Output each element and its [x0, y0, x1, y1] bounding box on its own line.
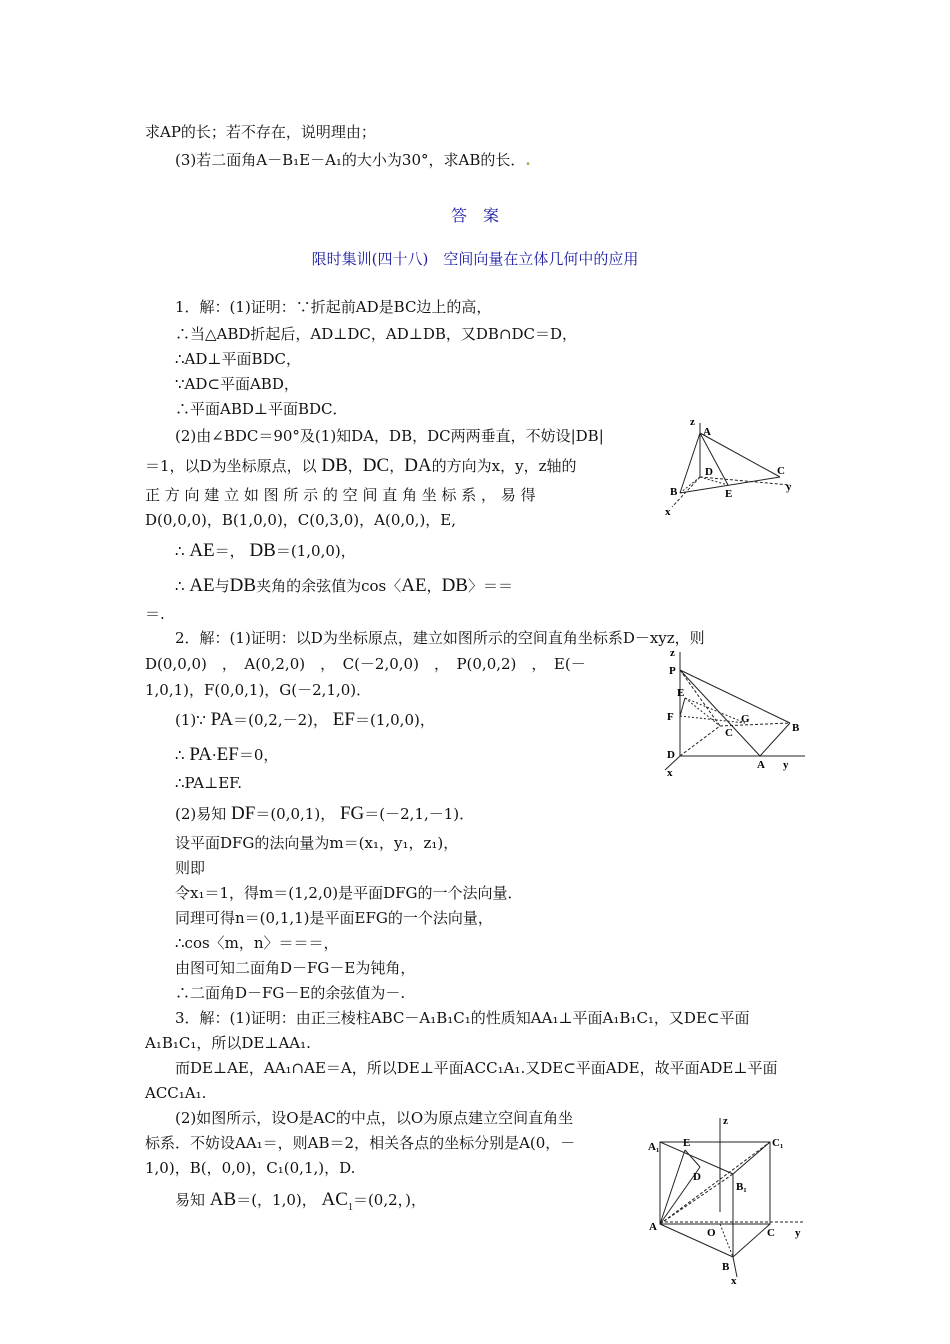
- p2-line-3: 1,0,1)，F(0,0,1)，G(－2,1,0)．: [145, 681, 372, 699]
- vec-AB: AB: [209, 1189, 237, 1210]
- section-title: 限时集训(四十八) 空间向量在立体几何中的应用: [311, 250, 639, 268]
- fig1-label-A: A: [703, 426, 711, 438]
- cos-mid: 与: [214, 577, 230, 595]
- cos-tail: 夹角的余弦值为cos〈: [256, 577, 402, 595]
- fig1-label-E: E: [725, 488, 733, 500]
- figure-1: [660, 415, 800, 520]
- fig2-edge-AB: [760, 723, 790, 756]
- fig2-label-B: B: [792, 722, 800, 734]
- therefore-3: ∴: [175, 746, 185, 764]
- fig2-label-C: C: [725, 727, 733, 739]
- fig1-label-C: C: [777, 465, 785, 477]
- p1-line-8: 正 方 向 建 立 如 图 所 示 的 空 间 直 角 坐 标 系 ， 易 得: [145, 486, 536, 504]
- p1-line-5: ∴平面ABD⊥平面BDC．: [175, 400, 348, 418]
- fig2-label-x: x: [667, 767, 673, 778]
- vec-EF-2: EF: [216, 744, 239, 765]
- since-1: (1)∵: [175, 711, 206, 729]
- therefore-2: ∴: [175, 577, 185, 595]
- fig3-label-D: D: [693, 1171, 701, 1183]
- fig1-label-D: D: [705, 466, 713, 478]
- fig2-edge-DC: [680, 726, 720, 756]
- vec-AC1-sub: 1: [347, 1201, 353, 1213]
- dot-eq: ＝0，: [238, 746, 279, 764]
- fig3-label-B1: B₁: [736, 1181, 747, 1193]
- p1-line-2: ∴当△ABD折起后，AD⊥DC，AD⊥DB，又DB∩DC＝D，: [175, 325, 578, 343]
- fig1-label-y: y: [786, 481, 792, 493]
- vec-AE: AE: [189, 540, 215, 561]
- fig3-label-C1: C₁: [772, 1137, 784, 1149]
- easy-know: (2)易知: [175, 805, 227, 823]
- sep-comma-2: ，: [389, 457, 405, 475]
- intro-line-2: [175, 150, 531, 170]
- fig2-label-z: z: [670, 648, 675, 659]
- ef-eq: ＝(1,0,0)，: [354, 711, 435, 729]
- fig1-label-z: z: [690, 416, 695, 428]
- fig3-label-A: A: [649, 1221, 657, 1233]
- db-eq: ＝(1,0,0)，: [275, 542, 356, 560]
- p2-line-6: ∴PA⊥EF.: [175, 774, 242, 792]
- p1-line-12: ＝.: [145, 605, 165, 623]
- vec-DA: DA: [404, 455, 432, 476]
- green-dot-mark: .: [525, 151, 531, 169]
- vec-DB-4: DB: [441, 575, 468, 596]
- p1-line-7-text: ＝1，以D为坐标原点，以: [145, 457, 317, 475]
- axes-tail: 的方向为x，y，z轴的: [431, 457, 577, 475]
- fig3-label-A1: A₁: [648, 1141, 660, 1153]
- fig3-label-z: z: [723, 1115, 728, 1127]
- answers-heading: 答 案: [450, 206, 499, 225]
- p1-line-11: [175, 576, 513, 596]
- p3-line-7: 1,0)，B(，0,0)，C₁(0,1,)，D.: [145, 1159, 356, 1177]
- vec-PA-2: PA: [189, 744, 212, 765]
- p2-line-7: [175, 804, 474, 824]
- fig1-label-x: x: [665, 506, 671, 518]
- ac-eq: ＝(0,2，)，: [352, 1191, 427, 1209]
- fig2-label-G: G: [741, 713, 750, 725]
- p2-line-10: 令x₁＝1，得m＝(1,2,0)是平面DFG的一个法向量．: [175, 884, 523, 902]
- p2-line-1: 2．解：(1)证明：以D为坐标原点，建立如图所示的空间直角坐标系D－xyz，则: [175, 629, 705, 647]
- p3-line-6: 标系．不妨设AA₁＝，则AB＝2，相关各点的坐标分别是A(0，－: [145, 1134, 576, 1152]
- vec-AE-2: AE: [189, 575, 215, 596]
- ab-eq: ＝(，1,0)，: [236, 1191, 317, 1209]
- df-eq: ＝(0,0,1)，: [255, 805, 336, 823]
- fig3-edge-A1B1: [660, 1142, 733, 1174]
- vec-DB: DB: [321, 455, 348, 476]
- vec-DB-3: DB: [229, 575, 257, 596]
- sep-comma-1: ，: [347, 457, 363, 475]
- fig3-label-O: O: [707, 1227, 716, 1239]
- p1-line-7: [145, 456, 577, 476]
- cos-end: 〉＝＝: [467, 577, 513, 595]
- fig3-edge-AE: [660, 1150, 685, 1224]
- intro-line-1: 求AP的长；若不存在，说明理由；: [145, 123, 376, 141]
- p3-line-4: ACC₁A₁.: [145, 1084, 207, 1102]
- vec-DB-2: DB: [249, 540, 276, 561]
- fg-eq: ＝(－2,1,－1)．: [364, 805, 475, 823]
- p2-line-9: 则即: [175, 859, 206, 877]
- fig2-label-D: D: [667, 749, 675, 761]
- p1-line-9: D(0,0,0)，B(1,0,0)，C(0,3,0)，A(0,0,)，E,: [145, 511, 457, 529]
- p1-line-4: ∵AD⊂平面ABD，: [175, 375, 299, 393]
- vec-AC1-text: AC: [321, 1189, 348, 1210]
- fig3-label-y: y: [795, 1227, 801, 1239]
- vec-EF: EF: [332, 709, 355, 730]
- figure-2: [655, 648, 815, 778]
- fig3-edge-CB: [733, 1224, 770, 1257]
- dot: ·: [211, 746, 217, 764]
- figure-3: [645, 1112, 815, 1287]
- p2-line-8: 设平面DFG的法向量为m＝(x₁，y₁，z₁)，: [175, 834, 459, 852]
- fig2-edge-PB: [680, 670, 790, 723]
- vec-AE-3: AE: [401, 575, 427, 596]
- p2-line-11: 同理可得n＝(0,1,1)是平面EFG的一个法向量，: [175, 909, 493, 927]
- therefore-1: ∴: [175, 542, 185, 560]
- fig3-label-E: E: [683, 1137, 691, 1149]
- fig1-y-axis: [700, 477, 790, 485]
- fig3-edge-AC1: [660, 1142, 770, 1224]
- cos-sep: ，: [426, 577, 442, 595]
- fig2-label-P: P: [669, 665, 676, 677]
- fig2-label-y: y: [783, 759, 789, 771]
- p2-line-2: D(0,0,0) ， A(0,2,0) ， C(－2,0,0) ， P(0,0,2) ， E(－: [145, 655, 586, 673]
- vec-AC1: [321, 1189, 353, 1213]
- fig2-edge-FG: [680, 716, 745, 723]
- fig2-label-A: A: [757, 759, 765, 771]
- fig1-edge-AB: [680, 433, 700, 493]
- p3-line-2: A₁B₁C₁，所以DE⊥AA₁.: [145, 1034, 311, 1052]
- p3-line-3: 而DE⊥AE，AA₁∩AE＝A，所以DE⊥平面ACC₁A₁.又DE⊂平面ADE，故平面ADE⊥平面: [175, 1059, 778, 1077]
- p3-line-1: 3．解：(1)证明：由正三棱柱ABC－A₁B₁C₁的性质知AA₁⊥平面A₁B₁C₁，又DE⊂平面: [175, 1009, 750, 1027]
- p2-line-5: [175, 745, 278, 765]
- intro-line-2-text: (3)若二面角A－B₁E－A₁的大小为30°，求AB的长．: [175, 151, 526, 169]
- vec-FG: FG: [339, 803, 365, 824]
- fig3-x-axis: [733, 1257, 737, 1277]
- p1-line-6: (2)由∠BDC＝90°及(1)知DA，DB，DC两两垂直，不妨设|DB|: [175, 427, 604, 445]
- fig2-label-E: E: [677, 687, 685, 699]
- p2-line-12: ∴cos〈m，n〉＝＝＝，: [175, 934, 339, 952]
- p3-line-8: [175, 1190, 426, 1218]
- fig2-label-F: F: [667, 711, 674, 723]
- vec-DC: DC: [362, 455, 390, 476]
- p1-line-3: ∴AD⊥平面BDC，: [175, 350, 302, 368]
- ae-eq: ＝，: [214, 542, 245, 560]
- fig3-label-C: C: [767, 1227, 775, 1239]
- p1-line-10: [175, 541, 356, 561]
- pa-eq: ＝(0,2,－2)，: [233, 711, 328, 729]
- fig3-label-x: x: [731, 1275, 737, 1287]
- fig3-label-B: B: [722, 1261, 730, 1273]
- p3-line-5: (2)如图所示，设O是AC的中点，以O为原点建立空间直角坐: [175, 1109, 574, 1127]
- fig1-label-B: B: [670, 486, 678, 498]
- p2-line-14: ∴二面角D－FG－E的余弦值为－.: [175, 984, 406, 1002]
- p1-line-1: 1．解：(1)证明：∵折起前AD是BC边上的高，: [175, 298, 492, 316]
- fig2-edge-EF: [680, 698, 685, 716]
- vec-PA: PA: [210, 709, 234, 730]
- vec-DF: DF: [231, 803, 256, 824]
- easy-know-2: 易知: [175, 1191, 206, 1209]
- fig3-edge-B1C1: [733, 1142, 770, 1174]
- p2-line-4: [175, 710, 435, 730]
- p2-line-13: 由图可知二面角D－FG－E为钝角，: [175, 959, 416, 977]
- fig2-edge-EC: [685, 698, 720, 726]
